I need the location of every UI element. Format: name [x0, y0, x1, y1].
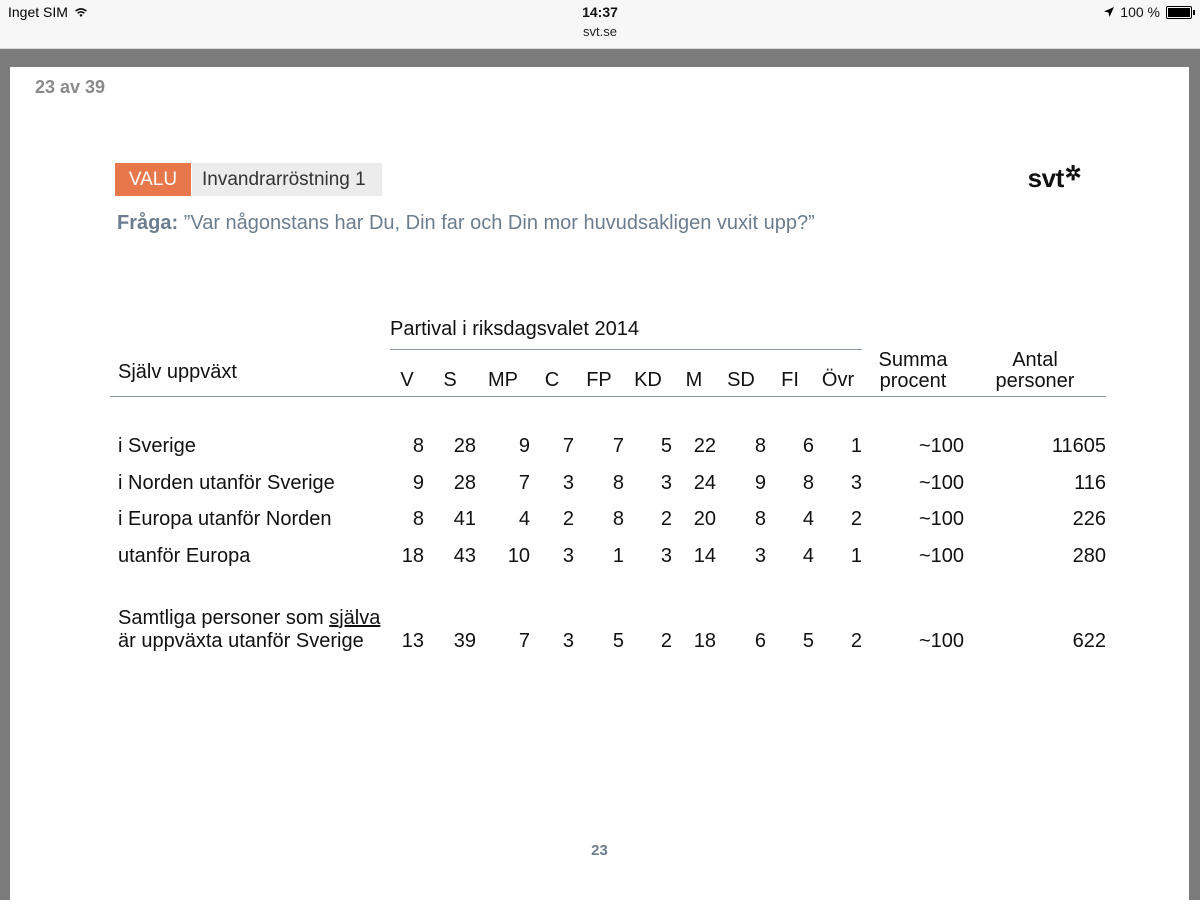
cell: 9 — [754, 471, 766, 494]
cell: 18 — [401, 544, 424, 567]
cell: 28 — [453, 435, 476, 458]
cell: 2 — [850, 508, 862, 531]
cell: 5 — [660, 435, 672, 458]
cell: 39 — [453, 629, 476, 652]
party-header: MP — [476, 350, 530, 397]
row-label: i Norden utanför Sverige — [118, 471, 335, 494]
document-page — [10, 67, 1189, 907]
group-header: Partival i riksdagsvalet 2014 — [390, 318, 640, 340]
cell: 9 — [412, 471, 424, 494]
cell: 6 — [754, 629, 766, 652]
group-header-cell — [390, 305, 862, 350]
table-row — [110, 538, 1106, 575]
cell: 2 — [562, 508, 574, 531]
count-header — [964, 350, 1106, 397]
cell: 4 — [518, 508, 530, 531]
cell: 8 — [612, 471, 624, 494]
cell: 13 — [401, 629, 424, 652]
cell: 4 — [802, 508, 814, 531]
count-cell: 11605 — [1051, 435, 1106, 458]
cell: 1 — [612, 544, 624, 567]
party-header: KD — [624, 350, 672, 397]
party-header: SD — [716, 350, 766, 397]
count-cell: 116 — [1074, 471, 1106, 494]
cell: 43 — [453, 544, 476, 567]
spacer-row — [110, 575, 1106, 607]
cell: 3 — [562, 544, 574, 567]
url-bar[interactable]: svt.se — [583, 24, 617, 39]
count-cell: 622 — [1072, 629, 1106, 652]
cell: 3 — [562, 471, 574, 494]
slide-title: Invandrarröstning 1 — [192, 163, 382, 196]
party-header: S — [424, 350, 476, 397]
summary-label-pre: Samtliga personer som — [118, 606, 330, 629]
sum-cell: ~100 — [918, 508, 964, 531]
question-text: ”Var någonstans har Du, Din far och Din mor huvudsakligen vuxit upp?” — [183, 212, 815, 234]
cell: 3 — [850, 471, 862, 494]
cell: 8 — [754, 508, 766, 531]
cell: 9 — [518, 435, 530, 458]
page-counter: 23 av 39 — [35, 77, 106, 97]
cell: 3 — [754, 544, 766, 567]
document-viewer[interactable] — [0, 49, 1200, 900]
count-cell: 280 — [1072, 544, 1106, 567]
table-row — [110, 465, 1106, 502]
cell: 8 — [412, 508, 424, 531]
cell: 6 — [802, 435, 814, 458]
cell: 7 — [518, 629, 530, 652]
cell: 4 — [802, 544, 814, 567]
cell: 5 — [802, 629, 814, 652]
party-header: V — [390, 350, 424, 397]
cell: 20 — [693, 508, 716, 531]
cell: 2 — [850, 629, 862, 652]
cell: 1 — [850, 435, 862, 458]
sum-header-line1: Summa — [878, 348, 948, 371]
svt-logo-text: svt — [1027, 163, 1064, 193]
cell: 24 — [693, 471, 716, 494]
valu-tag: VALU — [115, 163, 191, 196]
cell: 1 — [850, 544, 862, 567]
question — [117, 212, 815, 235]
question-label: Fråga: — [117, 212, 179, 234]
sum-cell: ~100 — [918, 544, 964, 567]
cell: 8 — [754, 435, 766, 458]
count-cell: 226 — [1072, 508, 1106, 531]
battery-fill — [1168, 8, 1190, 17]
row-label: i Europa utanför Norden — [118, 508, 332, 531]
sum-header-line2: procent — [879, 369, 947, 392]
cell: 8 — [802, 471, 814, 494]
cell: 14 — [693, 544, 716, 567]
carrier-label: Inget SIM — [8, 4, 68, 20]
page-number: 23 — [591, 842, 608, 859]
count-header-line2: personer — [995, 369, 1075, 392]
summary-row — [110, 607, 1106, 659]
party-header: M — [672, 350, 716, 397]
cell: 7 — [562, 435, 574, 458]
status-bar — [0, 0, 1200, 49]
cell: 8 — [612, 508, 624, 531]
flower-icon: ✲ — [1064, 163, 1081, 185]
status-right — [1104, 4, 1192, 20]
party-header: Övr — [814, 350, 862, 397]
sum-cell: ~100 — [918, 435, 964, 458]
svt-logo — [1028, 163, 1081, 194]
sum-cell: ~100 — [918, 629, 964, 652]
cell: 22 — [693, 435, 716, 458]
party-header: FP — [574, 350, 624, 397]
row-label: i Sverige — [118, 435, 196, 458]
cell: 3 — [562, 629, 574, 652]
cell: 7 — [612, 435, 624, 458]
cell: 7 — [518, 471, 530, 494]
column-header-row — [110, 350, 1106, 397]
count-header-line1: Antal — [1012, 348, 1058, 371]
cell: 2 — [660, 629, 672, 652]
cell: 10 — [507, 544, 530, 567]
clock: 14:37 — [582, 4, 618, 20]
cell: 3 — [660, 471, 672, 494]
table-row — [110, 429, 1106, 466]
sum-cell: ~100 — [918, 471, 964, 494]
group-header-row — [110, 305, 1106, 350]
sum-header — [862, 350, 964, 397]
row-label: utanför Europa — [118, 544, 251, 567]
battery-icon — [1166, 6, 1192, 19]
party-header: FI — [766, 350, 814, 397]
cell: 2 — [660, 508, 672, 531]
battery-percent: 100 % — [1120, 4, 1160, 20]
cell: 41 — [453, 508, 476, 531]
cell: 5 — [612, 629, 624, 652]
summary-label-line2: är uppväxta utanför Sverige — [118, 629, 364, 652]
cell: 8 — [412, 435, 424, 458]
summary-label — [110, 607, 390, 659]
cell: 18 — [693, 629, 716, 652]
results-table — [110, 305, 1106, 659]
row-header: Själv uppväxt — [110, 350, 390, 397]
spacer-row — [110, 396, 1106, 429]
party-header: C — [530, 350, 574, 397]
cell: 3 — [660, 544, 672, 567]
cell: 28 — [453, 471, 476, 494]
summary-label-underlined: själva — [329, 606, 381, 629]
location-arrow-icon — [1104, 7, 1114, 17]
table-row — [110, 502, 1106, 539]
